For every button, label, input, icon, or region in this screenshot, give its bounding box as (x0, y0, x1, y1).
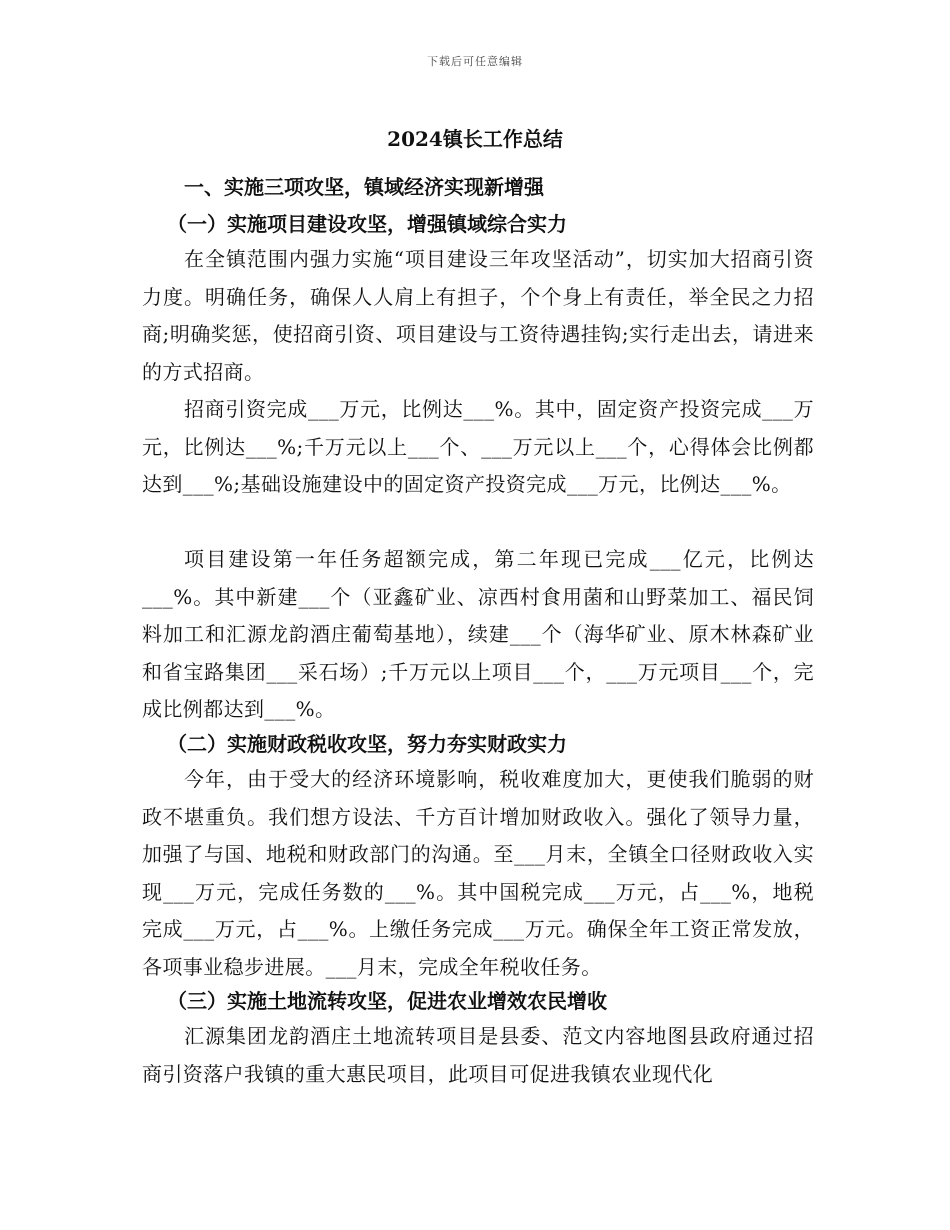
paragraph-3: 项目建设第一年任务超额完成，第二年现已完成___亿元，比例达___%。其中新建___个（亚鑫矿业、凉西村食用菌和山野菜加工、福民饲料加工和汇源龙韵酒庄葡萄基地），续建___个（海华矿业、原木林森矿业和省宝路集团___采石场）;千万元以上项目___个，___万元项目___个，完成比例都达到___%。 (142, 547, 814, 721)
paragraph-2: 招商引资完成___万元，比例达___%。其中，固定资产投资完成___万元，比例达___%;千万元以上___个、___万元以上___个，心得体会比例都达到___%;基础设施建设中的固定资产投资完成___万元，比例达___%。 (142, 397, 814, 496)
paragraph-5: 汇源集团龙韵酒庄土地流转项目是县委、范文内容地图县政府通过招商引资落户我镇的重大惠民项目，此项目可促进我镇农业现代化 (142, 1024, 814, 1086)
paragraph-4: 今年，由于受大的经济环境影响，税收难度加大，更使我们脆弱的财政不堪重负。我们想方设法、千方百计增加财政收入。强化了领导力量，加强了与国、地税和财政部门的沟通。至___月末，全镇全口径财政收入实现___万元，完成任务数的___%。其中国税完成___万元，占___%，地税完成___万元，占___%。上缴任务完成___万元。确保全年工资正常发放，各项事业稳步进展。___月末，完成全年税收任务。 (142, 767, 814, 979)
paragraph-1: 在全镇范围内强力实施“项目建设三年攻坚活动”，切实加大招商引资力度。明确任务，确保人人肩上有担子，个个身上有责任，举全民之力招商;明确奖惩，使招商引资、项目建设与工资待遇挂钩;实行走出去，请进来的方式招商。 (142, 247, 814, 384)
header-note: 下载后可任意编辑 (427, 55, 523, 68)
section-heading-1: 一、实施三项攻坚，镇域经济实现新增强 (184, 175, 544, 199)
document-title: 2024镇长工作总结 (387, 127, 563, 151)
subsection-heading-1: （一）实施项目建设攻坚，增强镇域综合实力 (167, 212, 567, 236)
subsection-heading-3: （三）实施土地流转攻坚，促进农业增效农民增收 (167, 989, 607, 1013)
subsection-heading-2: （二）实施财政税收攻坚，努力夯实财政实力 (167, 732, 567, 756)
